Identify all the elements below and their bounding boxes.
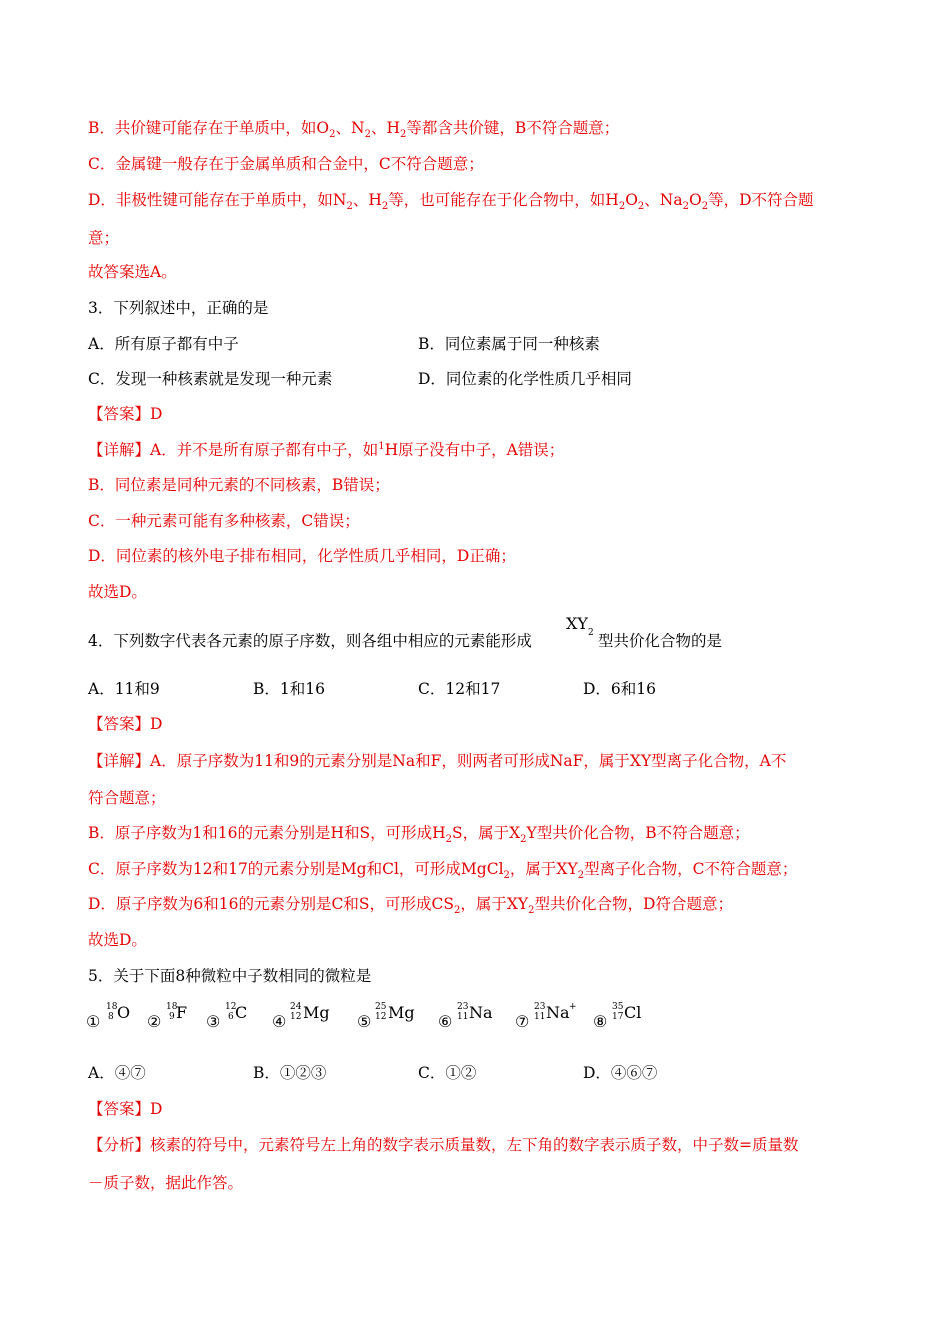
question-3-stem: 3．下列叙述中，正确的是 xyxy=(88,299,269,317)
q3-explanation-b: B．同位素是同种元素的不同核素，B错误； xyxy=(88,476,390,494)
explanation-option-c: C．金属键一般存在于金属单质和合金中，C不符合题意； xyxy=(88,155,484,173)
q4-option-d: D．6和16 xyxy=(583,680,657,698)
question-5-stem: 5．关于下面8种微粒中子数相同的微粒是 xyxy=(88,967,372,985)
explanation-option-b: B．共价键可能存在于单质中，如$O_2$、$N_2$、$H_2$等都含共价键，B不符合题意； xyxy=(88,119,620,141)
q3-explanation-d: D．同位素的核外电子排布相同，化学性质几乎相同，D正确； xyxy=(88,547,516,565)
q4-explanation-a-wrap: 符合题意； xyxy=(88,789,166,807)
explanation-option-d: D．非极性键可能存在于单质中，如$N_2$、$H_2$等，也可能存在于化合物中，如$H_2O_2$、$Na_2O_2$等，D不符合题 xyxy=(88,191,814,213)
q4-explanation-c: C．原子序数为12和17的元素分别是Mg和Cl，可形成MgCl$_2$，属于$XY_2$型离子化合物，C不符合题意； xyxy=(88,860,798,882)
q4-option-c: C．12和17 xyxy=(418,680,501,698)
q3-answer: 【答案】D xyxy=(88,405,163,423)
q4-formula: $XY_2$ xyxy=(566,614,594,638)
q4-option-a: A．11和9 xyxy=(88,680,160,698)
q4-explanation-b: B．原子序数为1和16的元素分别是H和S，可形成$H_2S$，属于$X_2Y$型共价化合物，B不符合题意； xyxy=(88,824,750,846)
q3-option-c: C．发现一种核素就是发现一种元素 xyxy=(88,370,333,388)
question-4-stem-part2: 型共价化合物的是 xyxy=(598,632,723,650)
q5-answer: 【答案】D xyxy=(88,1100,163,1118)
q4-explanation-d: D．原子序数为6和16的元素分别是C和S，可形成$CS_2$，属于$XY_2$型共价化合物，D符合题意； xyxy=(88,895,733,917)
q4-option-b: B．1和16 xyxy=(253,680,325,698)
q5-analysis-wrap: －质子数，据此作答。 xyxy=(88,1174,244,1192)
q3-explanation-c: C．一种元素可能有多种核素，C错误； xyxy=(88,512,360,530)
q5-option-d: D．④⑥⑦ xyxy=(583,1064,658,1082)
q5-option-a: A．④⑦ xyxy=(88,1064,146,1082)
q5-option-b: B．①②③ xyxy=(253,1064,327,1082)
q5-analysis: 【分析】核素的符号中，元素符号左上角的数字表示质量数，左下角的数字表示质子数，中子数=质量数 xyxy=(88,1136,799,1154)
q3-conclusion: 故选D。 xyxy=(88,583,147,601)
q4-explanation-a: 【详解】A．原子序数为11和9的元素分别是Na和F，则两者可形成NaF，属于XY型离子化合物，A不 xyxy=(88,752,787,770)
q3-option-b: B．同位素属于同一种核素 xyxy=(418,335,600,353)
conclusion: 故答案选A。 xyxy=(88,263,177,281)
explanation-option-d-wrap: 意； xyxy=(88,229,120,247)
q3-option-a: A．所有原子都有中子 xyxy=(88,335,239,353)
q4-conclusion: 故选D。 xyxy=(88,931,147,949)
q3-option-d: D．同位素的化学性质几乎相同 xyxy=(418,370,632,388)
q4-answer: 【答案】D xyxy=(88,715,163,733)
question-4-stem-part1: 4．下列数字代表各元素的原子序数，则各组中相应的元素能形成 xyxy=(88,632,532,650)
q3-explanation-a: 【详解】A．并不是所有原子都有中子，如$^1$H原子没有中子，A错误； xyxy=(88,440,565,459)
q5-option-c: C．①② xyxy=(418,1064,477,1082)
